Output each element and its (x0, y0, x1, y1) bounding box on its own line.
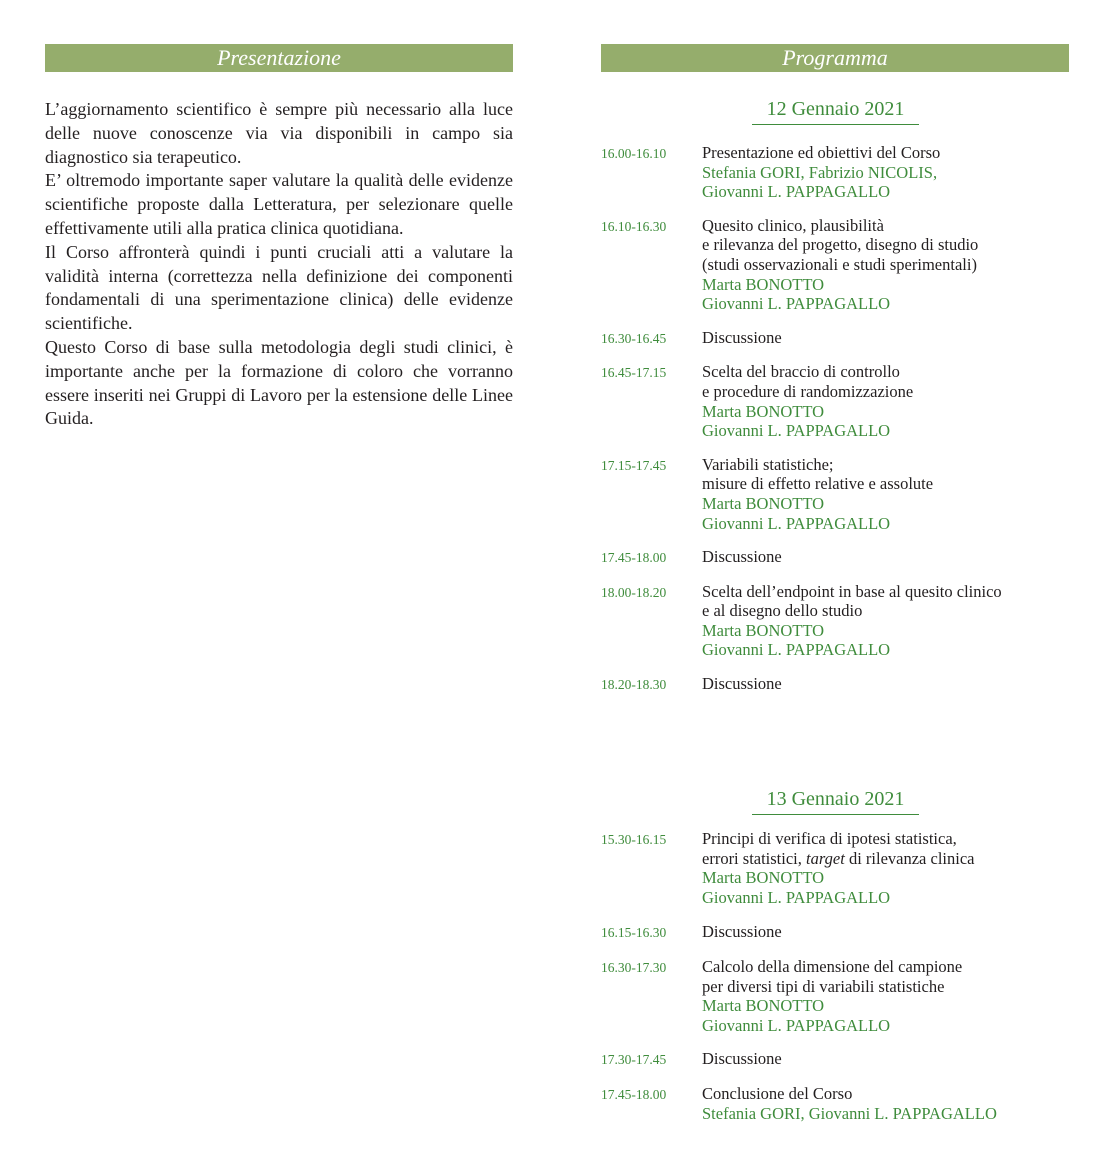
schedule-item (601, 922, 1081, 943)
item-content (702, 455, 1081, 533)
session-title-line: per diversi tipi di variabili statistiche (702, 976, 945, 996)
schedule-item (601, 1084, 1081, 1123)
session-title-line: Discussione (702, 547, 782, 567)
speaker-name: Giovanni L. PAPPAGALLO (702, 182, 891, 202)
session-title-line: Quesito clinico, plausibilità (702, 215, 884, 235)
session-title-line: Principi di verifica di ipotesi statistica, (702, 829, 957, 848)
schedule-item (601, 547, 1081, 568)
day-heading: 12 Gennaio 2021 (752, 97, 919, 125)
session-title-line: (studi osservazionali e studi sperimentali) (702, 254, 977, 274)
item-content (702, 674, 1081, 695)
time-slot: 16.30-17.30 (601, 959, 667, 975)
presentazione-banner (45, 44, 513, 72)
item-content (702, 328, 1081, 349)
item-content (702, 216, 1081, 314)
speaker-name: Marta BONOTTO (702, 274, 825, 294)
paragraph: E’ oltremodo importante saper valutare la qualità delle evidenze scientifiche proposte dalla Letteratura, per selezionare quelle effettivamente utili alla pratica clinica quotidiana. (45, 170, 513, 238)
item-content (702, 547, 1081, 568)
schedule-item (601, 582, 1081, 660)
session-title-line: Presentazione ed obiettivi del Corso (702, 143, 941, 162)
programma-title: Programma (782, 45, 888, 70)
speaker-name: Stefania GORI, Giovanni L. PAPPAGALLO (702, 1103, 997, 1123)
day-heading: 13 Gennaio 2021 (752, 787, 919, 815)
item-content (702, 1084, 1081, 1123)
schedule-item (601, 674, 1081, 695)
session-title-line: e procedure di randomizzazione (702, 381, 914, 401)
time-slot: 17.45-18.00 (601, 1086, 667, 1102)
session-title-line: errori statistici, target di rilevanza clinica (702, 848, 975, 868)
speaker-name: Marta BONOTTO (702, 996, 825, 1016)
schedule-item (601, 957, 1081, 1035)
speaker-name: Giovanni L. PAPPAGALLO (702, 421, 891, 441)
time-slot: 16.00-16.10 (601, 146, 667, 161)
schedule-item (601, 216, 1081, 314)
programma-banner (601, 44, 1069, 72)
schedule-item (601, 1049, 1081, 1070)
time-slot: 16.15-16.30 (601, 925, 667, 941)
paragraph: Il Corso affronterà quindi i punti cruciali atti a valutare la validità interna (correttezza nella definizione dei componenti fondamentali di una sperimentazione clinica) delle evidenze scientifiche. (45, 241, 513, 334)
item-content (702, 362, 1081, 440)
session-title-line: Scelta dell’endpoint in base al quesito clinico (702, 581, 1002, 601)
time-slot: 17.30-17.45 (601, 1052, 667, 1068)
session-title-line: misure di effetto relative e assolute (702, 474, 934, 494)
time-slot: 18.20-18.30 (601, 677, 667, 693)
speaker-name: Giovanni L. PAPPAGALLO (702, 1015, 891, 1035)
presentazione-text (45, 98, 513, 431)
session-title-line: Calcolo della dimensione del campione (702, 956, 963, 976)
time-slot: 17.45-18.00 (601, 550, 667, 566)
session-title-line: Discussione (702, 327, 782, 347)
item-content (702, 582, 1081, 660)
time-slot: 16.10-16.30 (601, 218, 667, 234)
schedule-item (601, 328, 1081, 349)
paragraph: Questo Corso di base sulla metodologia degli studi clinici, è importante anche per la formazione di coloro che vorranno essere inseriti nei Gruppi di Lavoro per la estensione delle Linee Guida. (45, 336, 513, 429)
time-slot: 16.45-17.15 (601, 365, 667, 381)
schedule-item (601, 362, 1081, 440)
presentazione-title: Presentazione (217, 45, 341, 70)
speaker-name: Giovanni L. PAPPAGALLO (702, 294, 891, 314)
speaker-name: Marta BONOTTO (702, 620, 825, 640)
session-title-line: e al disegno dello studio (702, 601, 863, 621)
item-content (702, 957, 1081, 1035)
schedule-item (601, 143, 1081, 202)
time-slot: 16.30-16.45 (601, 330, 667, 346)
speaker-name: Stefania GORI, Fabrizio NICOLIS, (702, 162, 938, 182)
speaker-name: Marta BONOTTO (702, 868, 825, 888)
schedule-item (601, 455, 1081, 533)
speaker-name: Marta BONOTTO (702, 493, 825, 513)
item-content (702, 922, 1081, 943)
speaker-name: Giovanni L. PAPPAGALLO (702, 640, 891, 660)
speaker-name: Marta BONOTTO (702, 401, 825, 421)
session-title-line: Discussione (702, 1049, 782, 1069)
day-2-schedule (601, 829, 1081, 1123)
session-title-line: e rilevanza del progetto, disegno di studio (702, 235, 979, 255)
schedule-item (601, 829, 1081, 907)
time-slot: 17.15-17.45 (601, 457, 667, 473)
item-content (702, 1049, 1081, 1070)
session-title-line: Discussione (702, 674, 782, 694)
speaker-name: Giovanni L. PAPPAGALLO (702, 887, 891, 907)
item-content (702, 829, 1081, 907)
time-slot: 18.00-18.20 (601, 584, 667, 600)
session-title-line: Discussione (702, 922, 782, 942)
session-title-line: Conclusione del Corso (702, 1083, 853, 1103)
session-title-line: Variabili statistiche; (702, 454, 834, 474)
speaker-name: Giovanni L. PAPPAGALLO (702, 513, 891, 533)
time-slot: 15.30-16.15 (601, 832, 667, 847)
item-content (702, 143, 1081, 202)
paragraph: L’aggiornamento scientifico è sempre più necessario alla luce delle nuove conoscenze via via disponibili in campo sia diagnostico sia terapeutico. (45, 99, 513, 167)
session-title-line: Scelta del braccio di controllo (702, 362, 900, 382)
day-1-schedule (601, 143, 1081, 695)
